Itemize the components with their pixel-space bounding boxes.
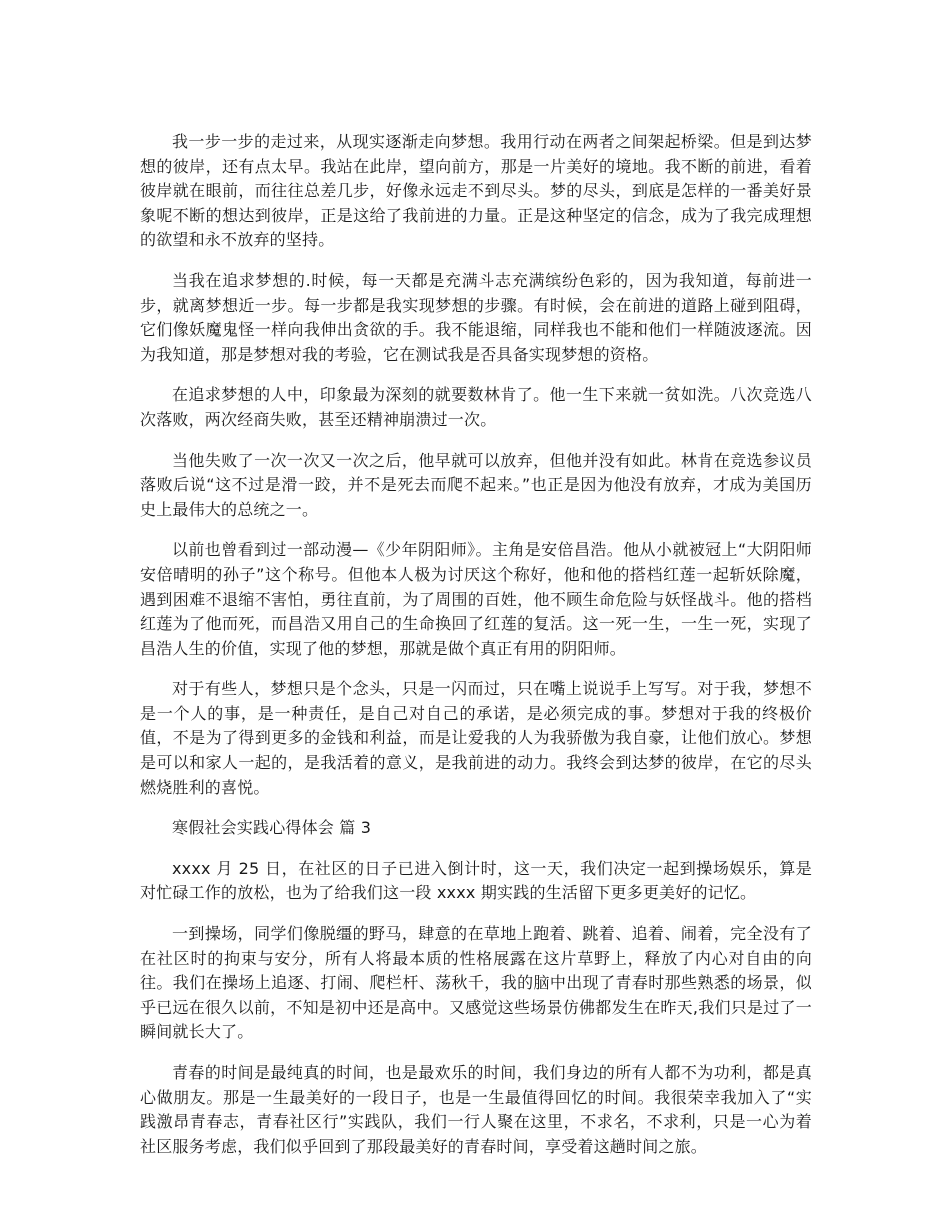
paragraph-8: 一到操场，同学们像脱缰的野马，肆意的在草地上跑着、跳着、追着、闹着，完全没有了在社区时的拘束与安分，所有人将最本质的性格展露在这片草野上，释放了内心对自由的向往。我们在操场上追逐、打闹、爬栏杆、荡秋千，我的脑中出现了青春时那些熟悉的场景，似乎已远在很久以前，不知是初中还是高中。又感觉这些场景仿佛都发生在昨天,我们只是过了一瞬间就长大了。: [140, 924, 812, 1042]
paragraph-5: 以前也曾看到过一部动漫—《少年阴阳师》。主角是安倍昌浩。他从小就被冠上“大阴阳师安倍晴明的孙子”这个称号。但他本人极为讨厌这个称好，他和他的搭档红莲一起斩妖除魔，遇到困难不退缩不害怕，勇往直前，为了周围的百姓，他不顾生命危险与妖怪战斗。他的搭档红莲为了他而死，而昌浩又用自己的生命换回了红莲的复活。这一死一生，一生一死，实现了昌浩人生的价值，实现了他的梦想，那就是做个真正有用的阴阳师。: [140, 540, 812, 658]
section-heading: 寒假社会实践心得体会 篇 3: [172, 818, 372, 838]
paragraph-1: 我一步一步的走过来，从现实逐渐走向梦想。我用行动在两者之间架起桥梁。但是到达梦想的彼岸，还有点太早。我站在此岸，望向前方，那是一片美好的境地。我不断的前进，看着彼岸就在眼前，而往往总差几步，好像永远走不到尽头。梦的尽头，到底是怎样的一番美好景象呢不断的想达到彼岸，正是这给了我前进的力量。正是这种坚定的信念，成为了我完成理想的欲望和永不放弃的坚持。: [140, 132, 812, 250]
paragraph-3: 在追求梦想的人中，印象最为深刻的就要数林肯了。他一生下来就一贫如洗。八次竞选八次落败，两次经商失败，甚至还精神崩溃过一次。: [140, 385, 812, 429]
paragraph-9: 青春的时间是最纯真的时间，也是最欢乐的时间，我们身边的所有人都不为功利，都是真心做朋友。那是一生最美好的一段日子，也是一生最值得回忆的时间。我很荣幸我加入了“实践激昂青春志，青春社区行”实践队，我们一行人聚在这里，不求名，不求利，只是一心为着社区服务考虑，我们似乎回到了那段最美好的青春时间，享受着这趟时间之旅。: [140, 1063, 812, 1156]
paragraph-6: 对于有些人，梦想只是个念头，只是一闪而过，只在嘴上说说手上写写。对于我，梦想不是一个人的事，是一种责任，是自己对自己的承诺，是必须完成的事。梦想对于我的终极价值，不是为了得到更多的金钱和利益，而是让爱我的人为我骄傲为我自豪，让他们放心。梦想是可以和家人一起的，是我活着的意义，是我前进的动力。我终会到达梦的彼岸，在它的尽头燃烧胜利的喜悦。: [140, 679, 812, 797]
document-page: [140, 130, 812, 1175]
paragraph-7: xxxx 月 25 日，在社区的日子已进入倒计时，这一天，我们决定一起到操场娱乐，算是对忙碌工作的放松，也为了给我们这一段 xxxx 期实践的生活留下更多更美好的记忆。: [140, 858, 812, 903]
paragraph-2: 当我在追求梦想的.时候，每一天都是充满斗志充满缤纷色彩的，因为我知道，每前进一步，就离梦想近一步。每一步都是我实现梦想的步骤。有时候，会在前进的道路上碰到阻碍，它们像妖魔鬼怪一样向我伸出贪欲的手。我不能退缩，同样我也不能和他们一样随波逐流。因为我知道，那是梦想对我的考验，它在测试我是否具备实现梦想的资格。: [140, 270, 812, 364]
paragraph-4: 当他失败了一次一次又一次之后，他早就可以放弃，但他并没有如此。林肯在竞选参议员落败后说“这不过是滑一跤，并不是死去而爬不起来。”也正是因为他没有放弃，才成为美国历史上最伟大的总统之一。: [140, 450, 812, 519]
